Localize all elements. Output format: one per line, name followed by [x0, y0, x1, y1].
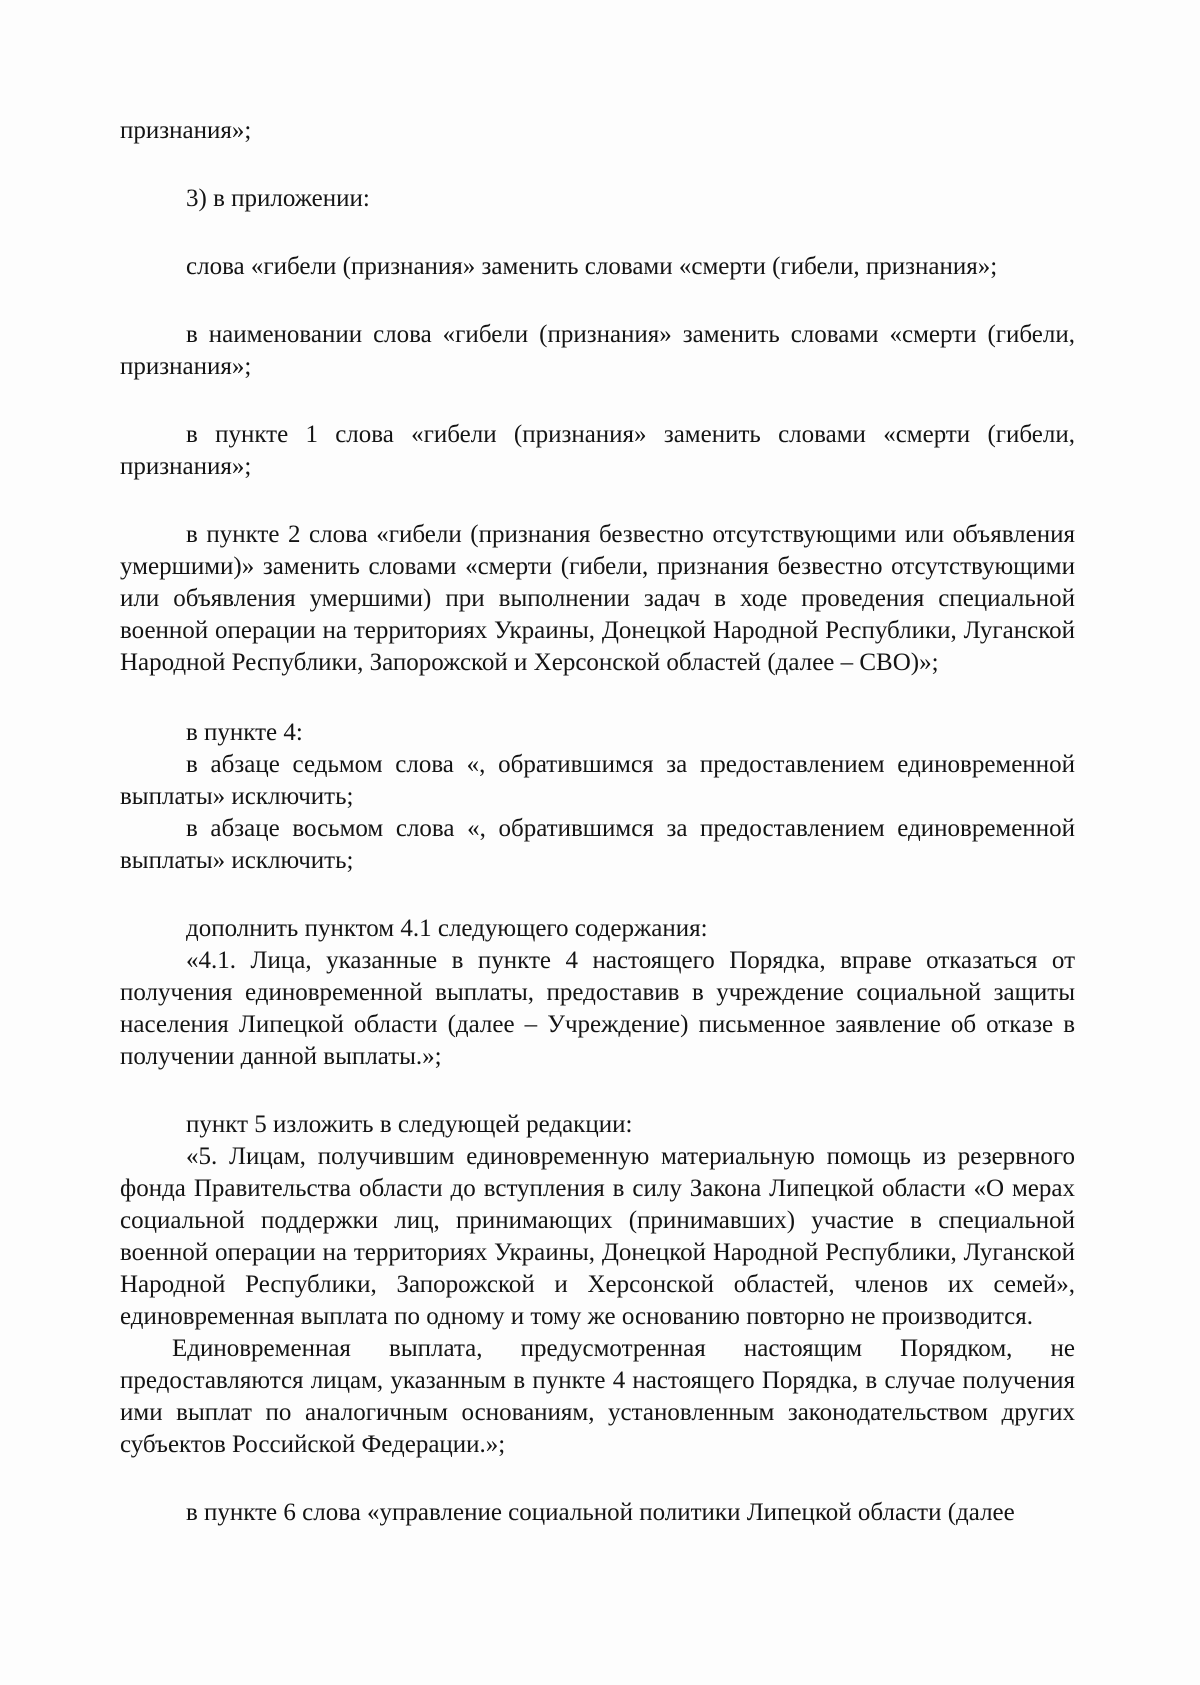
paragraph-item-2: в пункте 2 слова «гибели (признания безвестно отсутствующими или объявления умершими)» заменить словами «смерти (гибели, признания безвестно отсутствующими или объявления умершими) при выполнении задач в ходе проведения специальной военной операции на территориях Украины, Донецкой Народной Республики, Луганской Народной Республики, Запорожской и Херсонской областей (далее – СВО)»; [120, 521, 1075, 676]
paragraph-item-5-second: Единовременная выплата, предусмотренная настоящим Порядком, не предоставляются лицам, указанным в пункте 4 настоящего Порядка, в случае получения ими выплат по аналогичным основаниям, установленным законодательством других субъектов Российской Федерации.»; [120, 1335, 1075, 1458]
paragraph-words-replacement: слова «гибели (признания» заменить словами «смерти (гибели, признания»; [186, 253, 998, 280]
paragraph-item-4-seventh: в абзаце седьмом слова «, обратившимся за предоставлением единовременной выплаты» исключить; [120, 751, 1075, 810]
paragraph-item-1: в пункте 1 слова «гибели (признания» заменить словами «смерти (гибели, признания»; [120, 421, 1075, 480]
paragraph-item-5-heading: пункт 5 изложить в следующей редакции: [186, 1111, 633, 1138]
paragraph-continuation: признания»; [120, 117, 252, 144]
paragraph-add-item-4-1: дополнить пунктом 4.1 следующего содержания: [186, 915, 708, 942]
paragraph-item-4-1-text: «4.1. Лица, указанные в пункте 4 настоящего Порядка, вправе отказаться от получения единовременной выплаты, предоставив в учреждение социальной защиты населения Липецкой области (далее – Учреждение) письменное заявление об отказе в получении данной выплаты.»; [120, 947, 1075, 1070]
paragraph-title-replacement: в наименовании слова «гибели (признания» заменить словами «смерти (гибели, признания»; [120, 321, 1075, 380]
paragraph-item-5-text: «5. Лицам, получившим единовременную материальную помощь из резервного фонда Правительства области до вступления в силу Закона Липецкой области «О мерах социальной поддержки лиц, принимающих (принимавших) участие в специальной военной операции на территориях Украины, Донецкой Народной Республики, Луганской Народной Республики, Запорожской и Херсонской областей, членов их семей», единовременная выплата по одному и тому же основанию повторно не производится. [120, 1143, 1075, 1330]
paragraph-appendix-heading: 3) в приложении: [186, 185, 370, 212]
document-body [120, 115, 1075, 1529]
paragraph-item-6: в пункте 6 слова «управление социальной политики Липецкой области (далее [186, 1499, 1015, 1526]
paragraph-item-4-heading: в пункте 4: [186, 719, 303, 746]
paragraph-item-4-eighth: в абзаце восьмом слова «, обратившимся за предоставлением единовременной выплаты» исключить; [120, 815, 1075, 874]
